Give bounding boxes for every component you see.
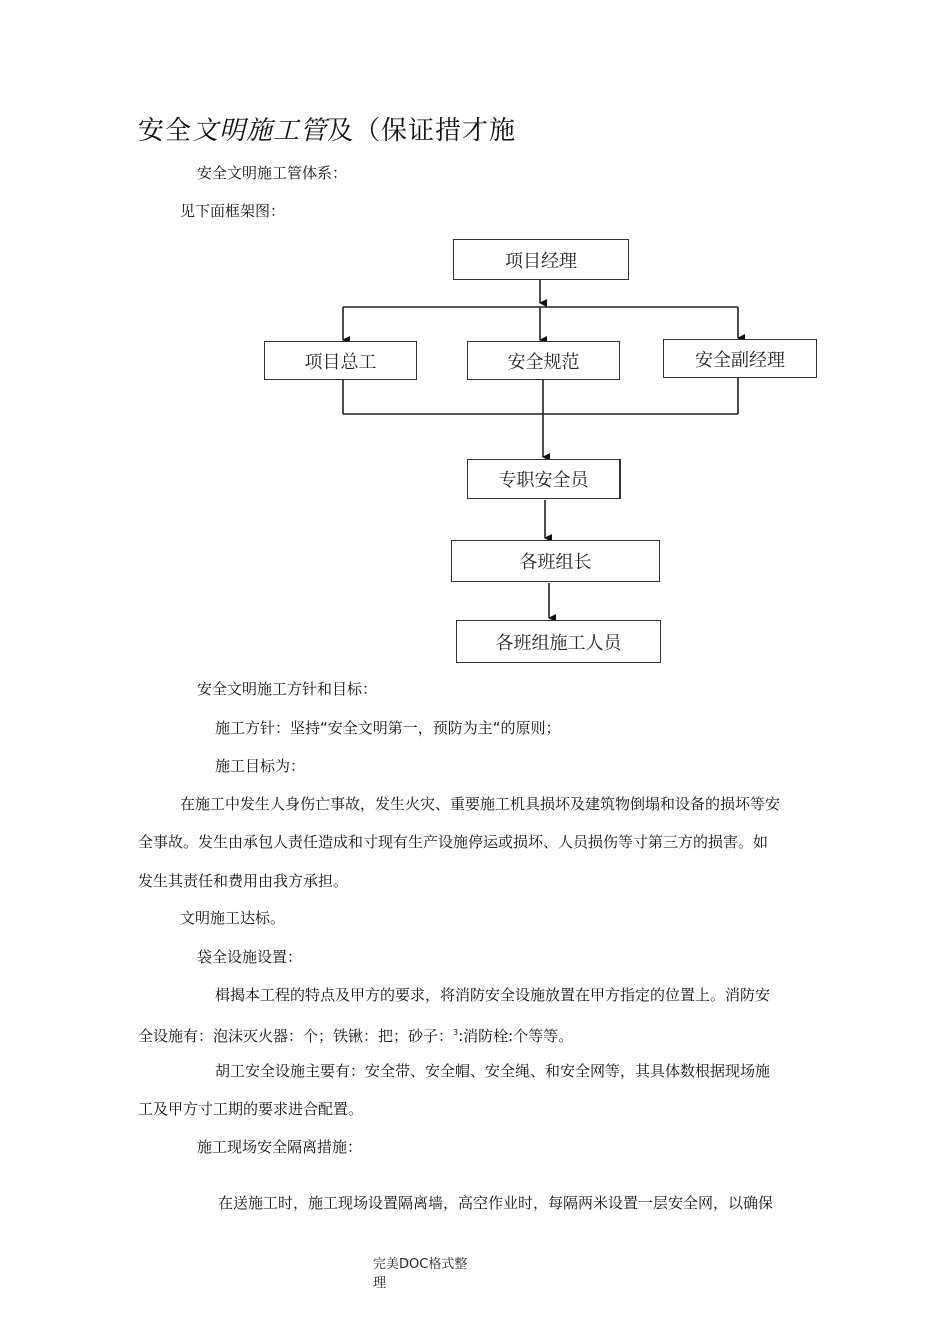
org-box-label: 各班组长 [519,552,592,573]
goal-para-line-2: 全事故。发生由承包人责任造成和寸现有生产设施停运或损坏、人员损伤等寸第三方的损害。如 [138,833,769,851]
isolation-heading: 施工现场安全隔离措施： [197,1138,363,1156]
org-box-label: 安全规范 [507,351,580,373]
footer-line-2: 理 [373,1276,387,1291]
fire-para-line-2 [138,1023,573,1046]
policy-line: 施工方针：坚持“安全文明第一，预防为主“的原则； [215,719,561,737]
org-box-deputy-safety-manager [663,339,817,378]
org-box-chief-engineer [264,341,417,380]
fire-para-line-2-tail: :消防栓:个等等。 [458,1027,574,1045]
org-box-team-workers [456,620,661,663]
goal-heading: 施工目标为： [215,757,306,775]
org-box-label: 专职安全员 [498,470,589,491]
org-box-safety-standard [467,341,620,380]
org-box-project-manager [453,239,629,280]
fire-para-line-2-text: 全设施有：泡沫灭火器：个；铁锹：把；砂子： [138,1027,454,1045]
section-heading-policy-goals: 安全文明施工方针和目标： [197,680,378,698]
section-heading-system: 安全文明施工管体系： [197,164,348,182]
title-part-2: 文明施工管 [192,116,328,146]
org-box-label: 项目总工 [304,351,377,373]
fire-para-line-1: 楫揭本工程的特点及甲方的要求，将消防安全设施放置在甲方指定的位置上。消防安 [215,986,771,1004]
footer-line-1: 完美DOC格式整 [373,1257,468,1272]
standard-line: 文明施工达标。 [180,909,286,927]
title-part-1: 安全 [138,116,193,146]
title-part-3: 及（保证措才施 [327,116,517,146]
org-box-label: 各班组施工人员 [495,632,622,654]
diagram-intro: 见下面框架图： [180,202,286,220]
isolation-para-line-1: 在送施工时，施工现场设置隔离墙，高空作业时，每隔两米设置一层安全网，以确保 [218,1194,774,1212]
superscript: 3 [453,1028,459,1037]
goal-para-line-3: 发生其责任和费用由我方承担。 [138,872,349,890]
footer-note [373,1255,467,1293]
work-para-line-2: 工及甲方寸工期的要求进合配置。 [138,1100,364,1118]
org-box-label: 安全副经理 [695,349,785,371]
goal-para-line-1: 在施工中发生人身伤亡事故，发生火灾、重要施工机具损坏及建筑物倒塌和设备的损坏等安 [180,795,781,813]
facilities-heading: 袋全设施设置： [197,948,303,966]
org-box-team-leaders [451,540,660,582]
org-box-safety-officer [467,459,621,499]
work-para-line-1: 胡工安全设施主要有：安全带、安全帽、安全绳、和安全网等，其具体数根据现场施 [215,1062,771,1080]
org-box-label: 项目经理 [505,250,577,272]
